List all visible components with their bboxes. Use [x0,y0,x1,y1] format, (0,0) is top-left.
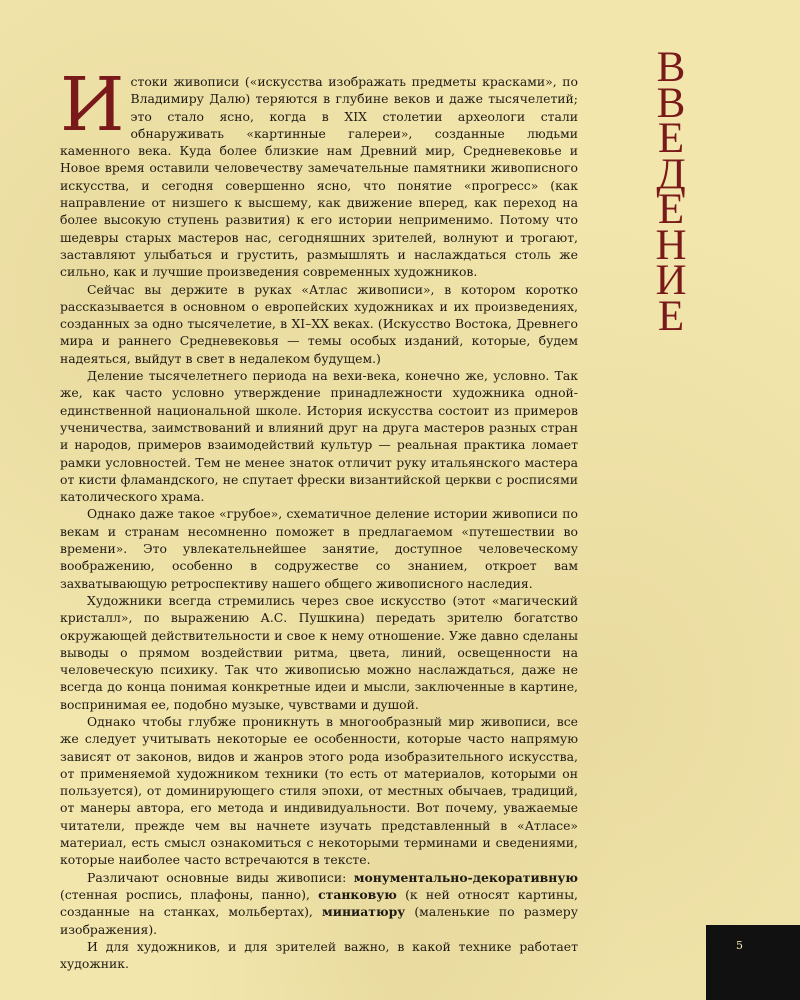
paragraph-4: Однако даже такое «грубое», схематичное деление истории живописи по векам и странам несомненно поможет в предлагаемом «путешествии во времени». Это увлекательнейшее занятие, доступное человеческому воображению, особенно в содружестве со знанием, откроет вам захватывающую ретроспективу нашего общего живописного наследия. [60,506,578,591]
paragraph-7-text-3: (к ней относят картины, созданные на станках, мольбертах), [60,886,578,920]
paragraph-7-text-1: Различают основные виды живописи: [87,869,354,885]
paragraph-8: И для художников, и для зрителей важно, в какой технике работает художник. [60,938,578,972]
paragraph-6: Однако чтобы глубже проникнуть в многообразный мир живописи, все же следует учитывать некоторые ее особенности, которые часто напрямую зависят от законов, видов и жанров этого рода изобразительного искусства, от применяемой художником техники (то есть от материалов, которыми он пользуется), от доминирующего стиля эпохи, от местных обычаев, традиций, от манеры автора, его метода и индивидуальности. Вот почему, уважаемые читатели, прежде чем вы начнете изучать представленный в «Атласе» материал, есть смысл ознакомиться с некоторыми терминами и сведениями, которые наиболее часто встречаются в тексте. [60,713,578,868]
article-body [60,62,578,972]
paragraph-7-text-2: (стенная роспись, плафоны, панно), [60,886,319,902]
paragraph-3: Деление тысячелетнего периода на вехи-века, конечно же, условно. Так же, как часто условно утверждение принадлежности художника одной-единственной национальной школе. История искусства состоит из примеров ученичества, заимствований и влияний друг на друга мастеров разных стран и народов, примеров взаимодействий культур — реальная практика ломает рамки условностей. Тем не менее знаток отличит руку итальянского мастера от кисти фламандского, не спутает фрески византийской церкви с росписями католического храма. [60,368,578,505]
page-number-box [706,925,800,1000]
drop-cap: И [60,62,125,148]
term-miniature: миниатюру [321,904,406,920]
paragraph-1-text: стоки живописи («искусства изображать предметы красками», по Владимиру Далю) теряются в глубине веков и даже тысячелетий; это стало ясно, когда в XIX столетии археологи стали обнаруживать «картинные галереи», созданные людьми каменного века. Куда более близкие нам Древний мир, Средневековье и Новое время оставили человечеству замечательные памятники живописного искусства, и сегодня совершенно ясно, что понятие «прогресс» (как направление от низшего к высшему, как движение вперед, как переход на более высокую ступень развития) к его истории неприменимо. Потому что шедевры старых мастеров нас, сегодняшних зрителей, волнуют и трогают, заставляют улыбаться и грустить, размышлять и наслаждаться столь же сильно, как и лучшие произведения современных художников. [60,74,578,280]
title-letter: Н [655,221,687,269]
title-letter: Е [657,115,685,162]
title-letter: Д [656,150,686,198]
term-easel: станковую [318,886,397,902]
page-number: 5 [736,939,743,952]
page-title-vertical [646,44,696,340]
paragraph-5: Художники всегда стремились через свое искусство (этот «магический кристалл», по выражению А.С. Пушкина) передать зрителю богатство окружающей действительности и свое к нему отношение. Уже давно сделаны выводы о прямом воздействии ритма, цвета, линий, освещенности на человеческую психику. Так что живописью можно наслаждаться, даже не всегда до конца понимая конкретные идеи и мысли, заключенные в картине, воспринимая ее, подобно музыке, чувствами и душой. [60,592,578,712]
term-monumental: монументально-декоративную [353,869,578,885]
title-letter: Е [657,292,685,340]
title-letter: В [656,44,686,91]
title-letter: Е [657,186,685,233]
paragraph-2: Сейчас вы держите в руках «Атлас живописи», в котором коротко рассказывается в основном о европейских художниках и их произведениях, созданных за одно тысячелетие, в XI–XX веках. (Искусство Востока, Древнего мира и раннего Средневековья — темы особых изданий, которые, будем надеяться, выйдут в свет в недалеком будущем.) [60,281,578,366]
paragraph-7-text-4: (маленькие по размеру изображения). [60,904,578,937]
paragraph-7 [60,869,578,938]
paragraph-1 [60,62,578,281]
title-letter: И [655,257,687,304]
title-letter: В [656,79,686,127]
